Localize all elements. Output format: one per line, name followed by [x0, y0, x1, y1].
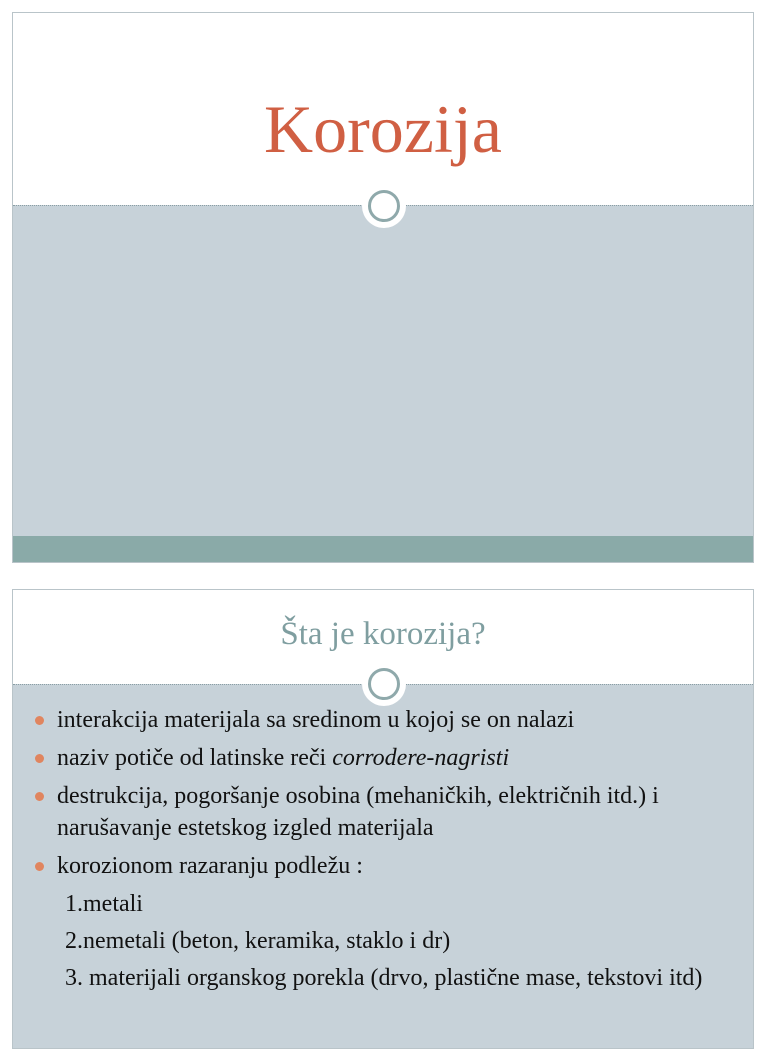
circle-ornament-icon [362, 184, 406, 228]
slide-title: Korozija [264, 91, 502, 167]
sub-list-item: 2.nemetali (beton, keramika, staklo i dr) [65, 928, 451, 954]
sub-list-item: 1.metali [65, 891, 143, 917]
title-area [13, 13, 753, 205]
sub-list-item: 3. materijali organskog porekla (drvo, plastične mase, tekstovi itd) [65, 965, 703, 991]
footer-band [13, 536, 753, 562]
bullet-emphasis: corrodere-nagristi [332, 745, 510, 771]
bullet-text: destrukcija, pogoršanje osobina (mehaničkih, električnih itd.) i narušavanje estetskog izgled materijala [57, 783, 659, 841]
bullet-dot-icon [35, 862, 44, 871]
bullet-item [35, 850, 739, 882]
bullet-text: korozionom razaranju podležu : [57, 853, 363, 879]
content-slide [12, 589, 754, 1049]
bullet-text: interakcija materijala sa sredinom u kojoj se on nalazi [57, 707, 575, 733]
bullet-item [35, 780, 739, 844]
bullet-dot-icon [35, 754, 44, 763]
bullet-dot-icon [35, 792, 44, 801]
bullet-dot-icon [35, 716, 44, 725]
title-slide [12, 12, 754, 563]
circle-ornament-icon [362, 662, 406, 706]
slide-title: Šta je korozija? [280, 616, 486, 652]
bullet-text: naziv potiče od latinske reči [57, 745, 333, 771]
bullet-item [35, 704, 739, 736]
bullet-item [35, 742, 739, 774]
bullet-list [13, 704, 753, 999]
